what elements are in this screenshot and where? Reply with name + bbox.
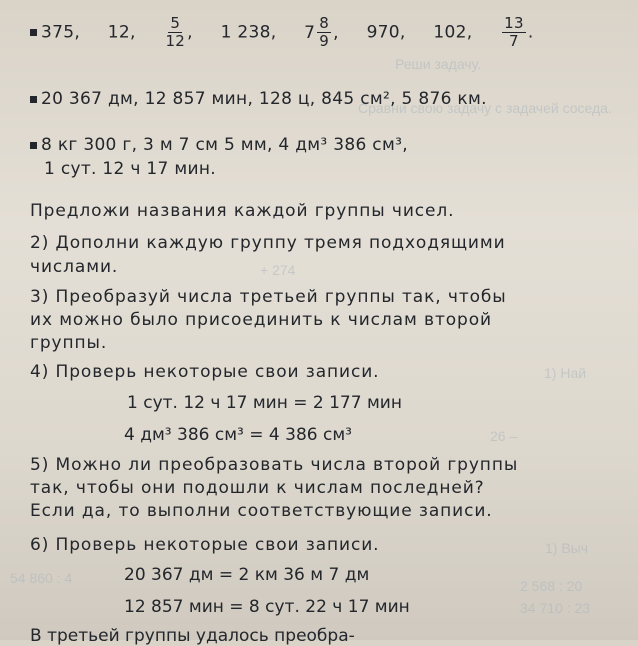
number-group-2: 20 367 дм, 12 857 мин, 128 ц, 845 см², 5 876 км.: [30, 89, 487, 109]
fraction: $\frac{5}{12}$: [165, 14, 186, 50]
task-6-title: 6) Проверь некоторые свои записи.: [30, 535, 380, 555]
ghost-text: 2 568 : 20: [520, 578, 583, 594]
ghost-text: Сравни свою задачу с задачей соседа.: [358, 100, 612, 116]
task-6-equation: 12 857 мин = 8 сут. 22 ч 17 мин: [124, 597, 410, 617]
task-5-line: 5) Можно ли преобразовать числа второй группы: [30, 455, 519, 475]
group1-item: 1 238,: [220, 22, 277, 43]
fraction: $\frac{13}{7}$: [504, 14, 524, 50]
ghost-text: Реши задачу.: [395, 56, 482, 72]
task-3-line: их можно было присоединить к числам второй: [30, 310, 492, 330]
task-1: Предложи названия каждой группы чисел.: [30, 201, 455, 221]
task-4-title: 4) Проверь некоторые свои записи.: [30, 362, 380, 382]
group1-item: 102,: [433, 22, 473, 43]
ghost-text: + 274: [260, 262, 296, 278]
task-2-line: числами.: [30, 257, 119, 277]
group1-item: 970,: [366, 22, 406, 43]
bullet-icon: [30, 142, 37, 149]
ghost-text: 54 860 : 4: [10, 570, 73, 586]
mixed-number: 7 $\frac{8}{9}$ ,: [304, 14, 339, 50]
ghost-text: 1) Най: [544, 365, 587, 381]
bullet-icon: [30, 96, 37, 103]
bullet-icon: [30, 29, 37, 36]
number-group-1: 375, 12, $\frac{5}{12}$ , 1 238, 7 $\frac{8}{9}$ , 970, 102, $\frac{13}{7}$ .: [30, 16, 534, 49]
task-2-line: 2) Дополни каждую группу тремя подходящими: [30, 233, 506, 253]
task-3-line: 3) Преобразуй числа третьей группы так, чтобы: [30, 287, 507, 307]
group1-item: 12,: [107, 22, 136, 43]
task-4-equation: 4 дм³ 386 см³ = 4 386 см³: [124, 425, 352, 445]
task-4-equation: 1 сут. 12 ч 17 мин = 2 177 мин: [127, 393, 402, 413]
number-group-3-cont: 1 сут. 12 ч 17 мин.: [44, 159, 216, 179]
ghost-text: 34 710 : 23: [520, 600, 591, 616]
number-group-3: 8 кг 300 г, 3 м 7 см 5 мм, 4 дм³ 386 см³,: [30, 135, 408, 155]
task-6-equation: 20 367 дм = 2 км 36 м 7 дм: [124, 565, 370, 585]
task-5-line: так, чтобы они подошли к числам последней?: [30, 478, 485, 498]
task-5-line: Если да, то выполни соответствующие записи.: [30, 501, 493, 521]
ghost-text: 26 –: [490, 428, 518, 444]
cutoff-line: В третьей группы удалось преобра-: [30, 626, 355, 646]
group1-item: 375,: [41, 22, 81, 43]
task-3-line: группы.: [30, 333, 108, 353]
ghost-text: 1) Выч: [545, 540, 589, 556]
